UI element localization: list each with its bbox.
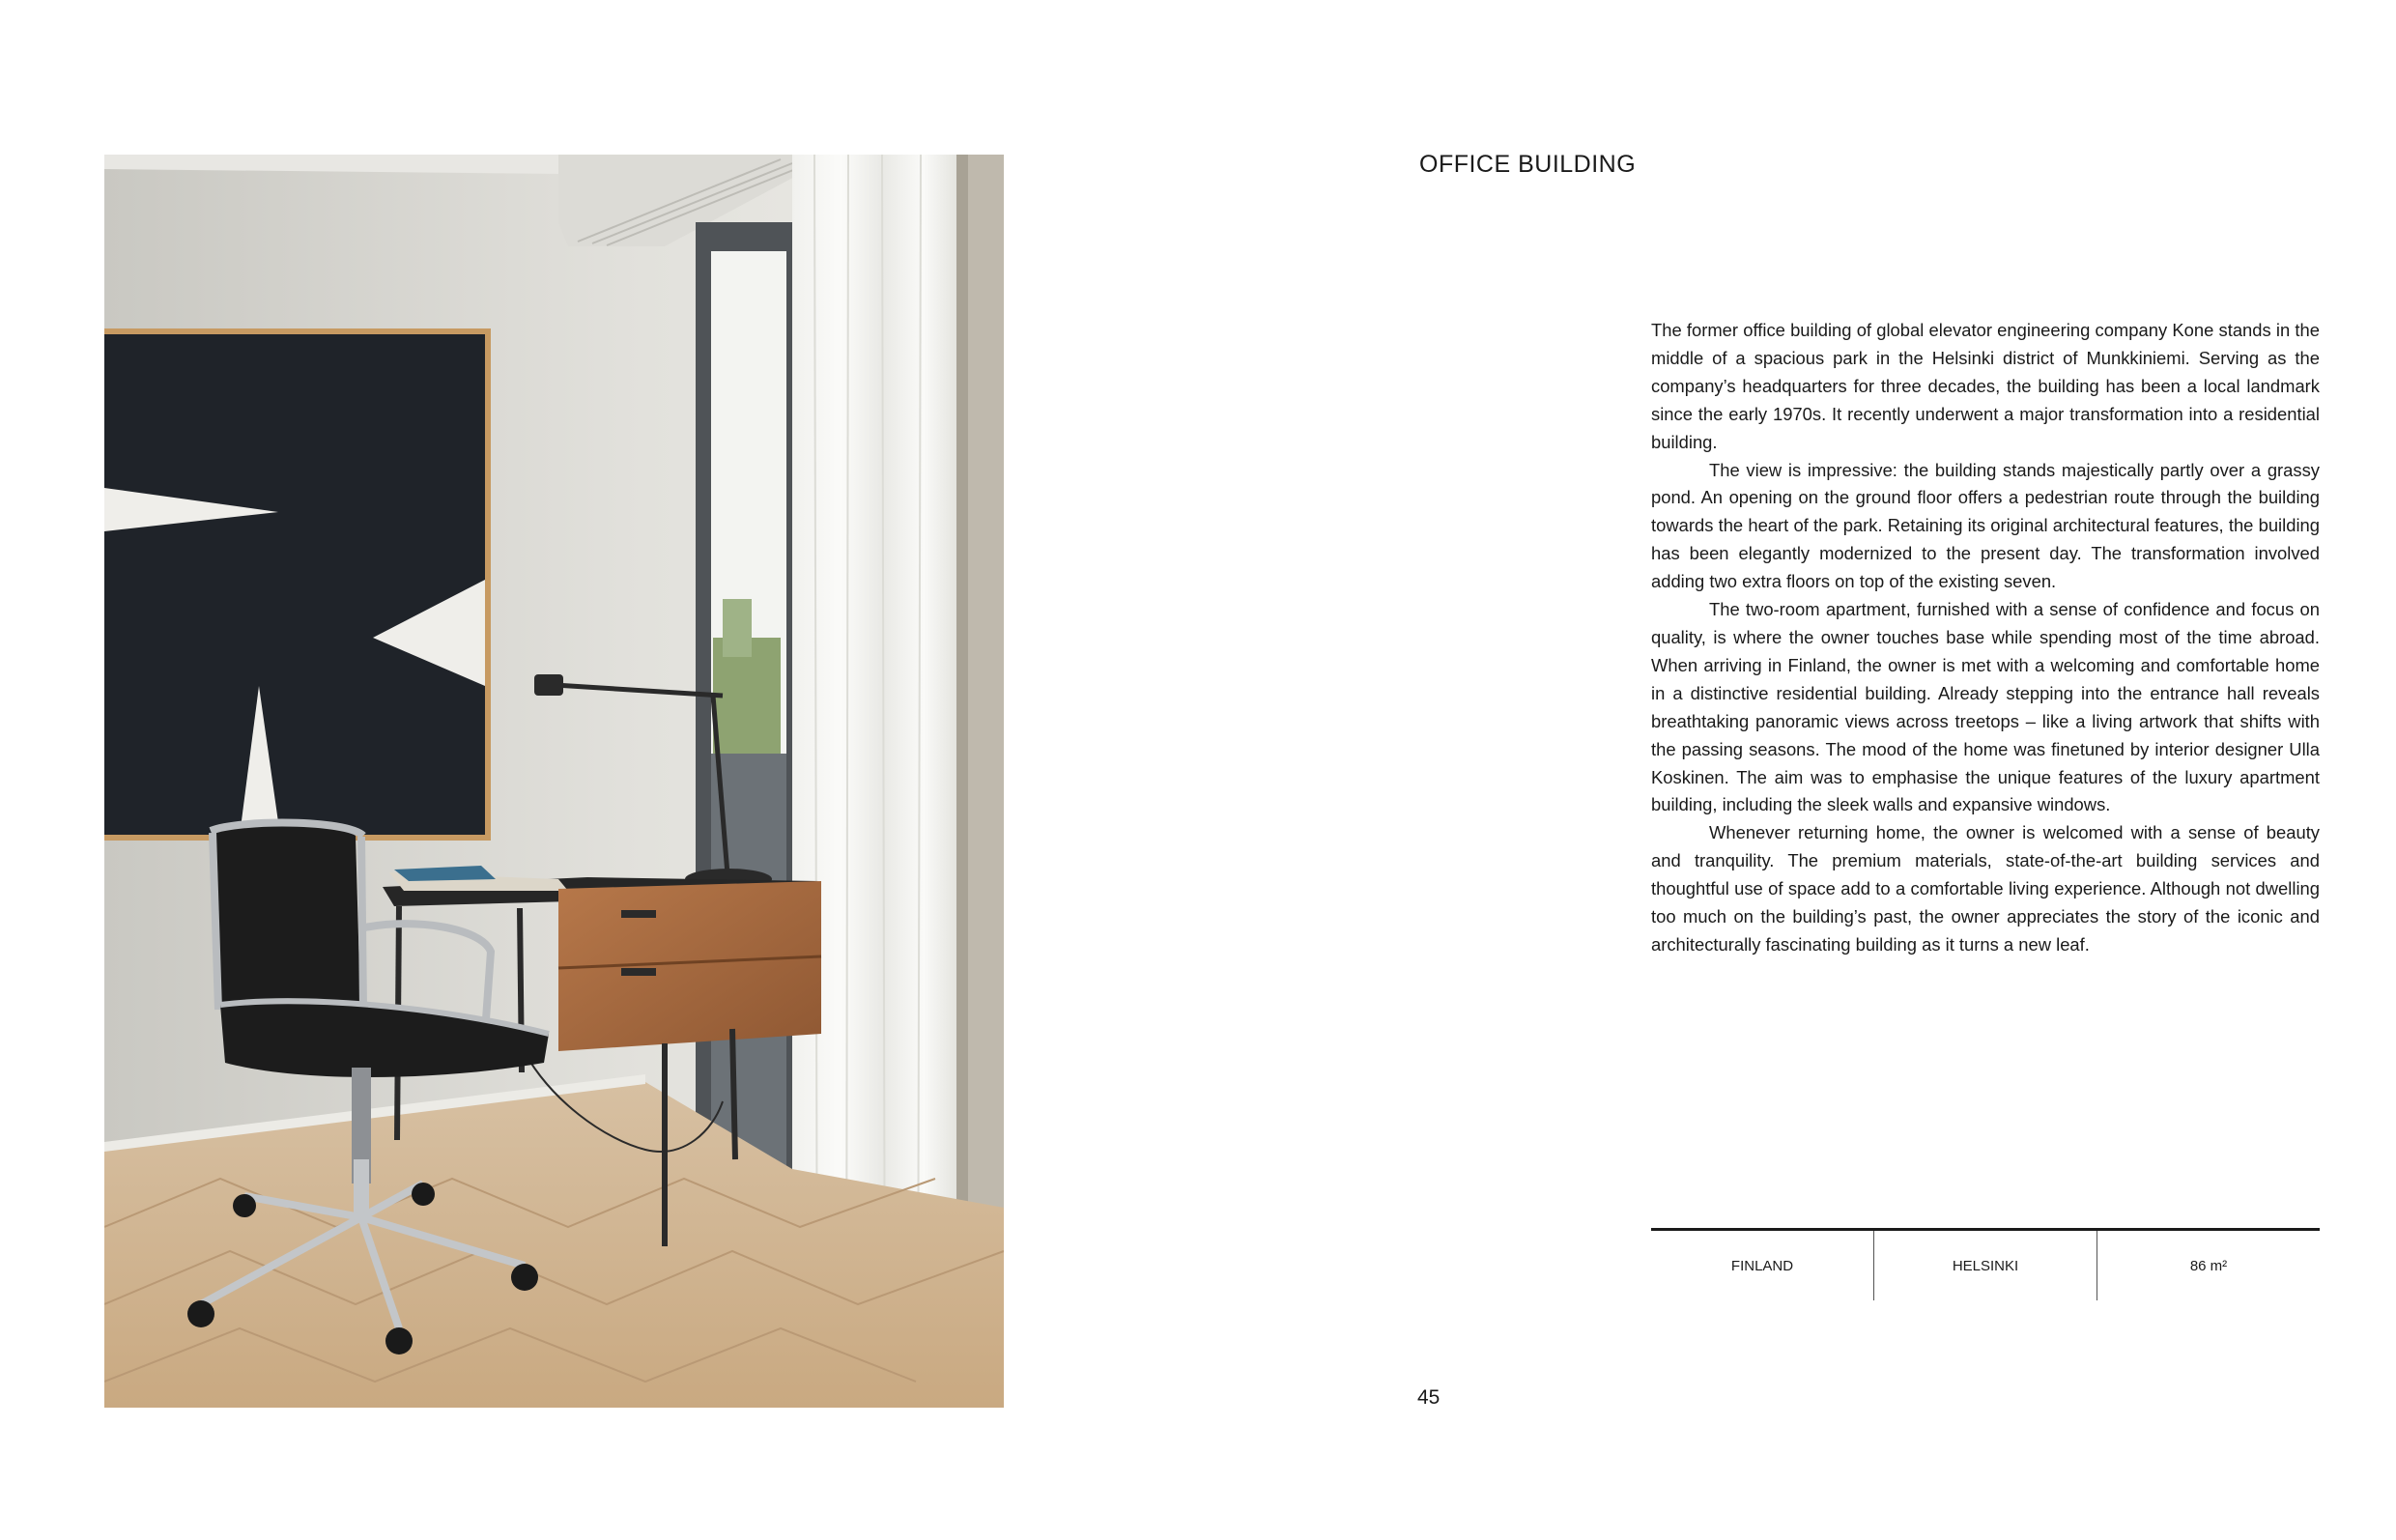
section-title: OFFICE BUILDING bbox=[1419, 151, 1637, 178]
interior-photo bbox=[104, 155, 1004, 1408]
article-body bbox=[1651, 317, 2320, 959]
fact-country: FINLAND bbox=[1730, 1257, 1794, 1274]
article-paragraph-3: The two-room apartment, furnished with a sense of confidence and focus on quality, is where the owner touches base while spending most of the time abroad. When arriving in Finland, the owner is met with a welcoming and comfortable home in a distinctive residential building. Already stepping into the entrance hall reveals breathtaking panoramic views across treetops – like a living artwork that shifts with the passing seasons. The mood of the home was finetuned by interior designer Ulla Koskinen. The aim was to emphasise the unique features of the luxury apartment building, including the sleek walls and expansive windows. bbox=[1651, 599, 2320, 815]
article-paragraph-4: Whenever returning home, the owner is welcomed with a sense of beauty and tranquility. The premium materials, state-of-the-art building services and thoughtful use of space add to a comfortable living experience. Although not dwelling too much on the building’s past, the owner appreciates the story of the iconic and architecturally fascinating building as it turns a new leaf. bbox=[1651, 822, 2320, 955]
facts-table bbox=[1651, 1228, 2320, 1300]
fact-city: HELSINKI bbox=[1873, 1231, 2096, 1300]
article-paragraph-2: The view is impressive: the building stands majestically partly over a grassy pond. An opening on the ground floor offers a pedestrian route through the building towards the heart of the park. Retaining its original architectural features, the building has been elegantly modernized to the present day. The transformation involved adding two extra floors on top of the existing seven. bbox=[1651, 459, 2320, 592]
article-paragraph-1: The former office building of global elevator engineering company Kone stands in the middle of a spacious park in the Helsinki district of Munkkiniemi. Serving as the company’s headquarters for three decades, the building has been a local landmark since the early 1970s. It recently underwent a major transformation into a residential building. bbox=[1651, 320, 2320, 452]
page-number: 45 bbox=[1417, 1386, 1440, 1409]
fact-area: 86 m² bbox=[2096, 1231, 2320, 1300]
